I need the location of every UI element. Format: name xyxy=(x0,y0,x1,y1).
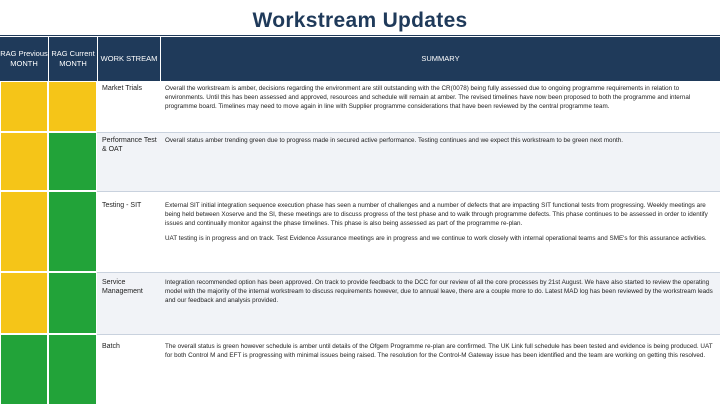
summary-paragraph: Overall status amber trending green due to progress made in secured active performance. Testing continues and we expect this workstream to be green next month. xyxy=(165,137,624,144)
header-work-stream: WORK STREAM xyxy=(98,37,160,81)
stream-label-service-management: Service Management xyxy=(102,279,143,296)
summary-paragraph: Overall the workstream is amber, decisions regarding the environment are still outstanding with the CR(0078) being fully assessed due to ongoing programme requirements in relation to environments. Until this has been assessed and approved, resources and schedule will remain at amber. The revised timelines have now been proposed to both the programme and internal programme board. Timelines may need to move again in line with Supplier programme considerations that have been reviewed by the central programme team. xyxy=(165,85,691,111)
summary-paragraph: UAT testing is in progress and on track. Test Evidence Assurance meetings are in progress and we continue to work closely with internal operational teams and SME's for this assurance activities. xyxy=(165,235,707,243)
summary-paragraph: Integration recommended option has been approved. On track to provide feedback to the DCC for our review of all the core processes by 21st August. We have also started to review the operating model with the majority of the internal workstream to discuss requirements however, due to annual leave, there are a couple more to do. Latest MAD log has been reviewed by the workstream leads and our feedback and analysis provided. xyxy=(165,279,713,305)
row-divider xyxy=(97,191,720,192)
summary-paragraph: External SIT initial integration sequence execution phase has seen a number of challenges and a number of defects that are impacting SIT functional tests from progressing. Weekly meetings are being held between Xoserve and the SI, these meetings are to discuss progress of the test phase and to walk through programme defects. This phase continues to be assessed in order to identify issues and continually monitor against the phase timelines. This phase is also being assessed as part of the programme re-plan. xyxy=(165,202,708,228)
header-rag-previous: RAG Previous MONTH xyxy=(0,37,48,81)
stream-label-market-trials: Market Trials xyxy=(102,85,143,92)
stream-label-testing-sit: Testing - SIT xyxy=(102,202,142,209)
rag-current-performance-test xyxy=(48,132,97,191)
rag-previous-batch xyxy=(0,334,48,405)
stream-label-performance-test: Performance Test & OAT xyxy=(102,137,157,154)
header-summary: SUMMARY xyxy=(161,37,720,81)
summary-testing-sit xyxy=(165,201,715,244)
rag-previous-testing-sit xyxy=(0,191,48,272)
header-rag-current: RAG Current MONTH xyxy=(49,37,97,81)
summary-batch xyxy=(165,342,715,360)
summary-paragraph: The overall status is green however schedule is amber until details of the Ofgem Programme re-plan are confirmed. The UK Link full schedule has been tested and evidence is being produced. UAT for both Control M and EFT is progressing with minimal issues being raised. The resolution for the Control-M Gateway issue has been identified and the team are working on getting this resolved. xyxy=(165,343,713,360)
row-divider xyxy=(97,272,720,273)
stream-label-batch: Batch xyxy=(102,343,120,350)
rag-current-service-management xyxy=(48,272,97,334)
rag-current-batch xyxy=(48,334,97,405)
row-divider xyxy=(97,334,720,335)
rag-previous-service-management xyxy=(0,272,48,334)
rag-current-market-trials xyxy=(48,81,97,132)
summary-performance-test xyxy=(165,136,715,145)
title-bar xyxy=(0,0,720,36)
summary-service-management xyxy=(165,278,715,305)
rag-previous-market-trials xyxy=(0,81,48,132)
page-title: Workstream Updates xyxy=(252,9,468,32)
row-divider xyxy=(97,132,720,133)
rag-previous-performance-test xyxy=(0,132,48,191)
summary-market-trials xyxy=(165,84,715,111)
rag-current-testing-sit xyxy=(48,191,97,272)
